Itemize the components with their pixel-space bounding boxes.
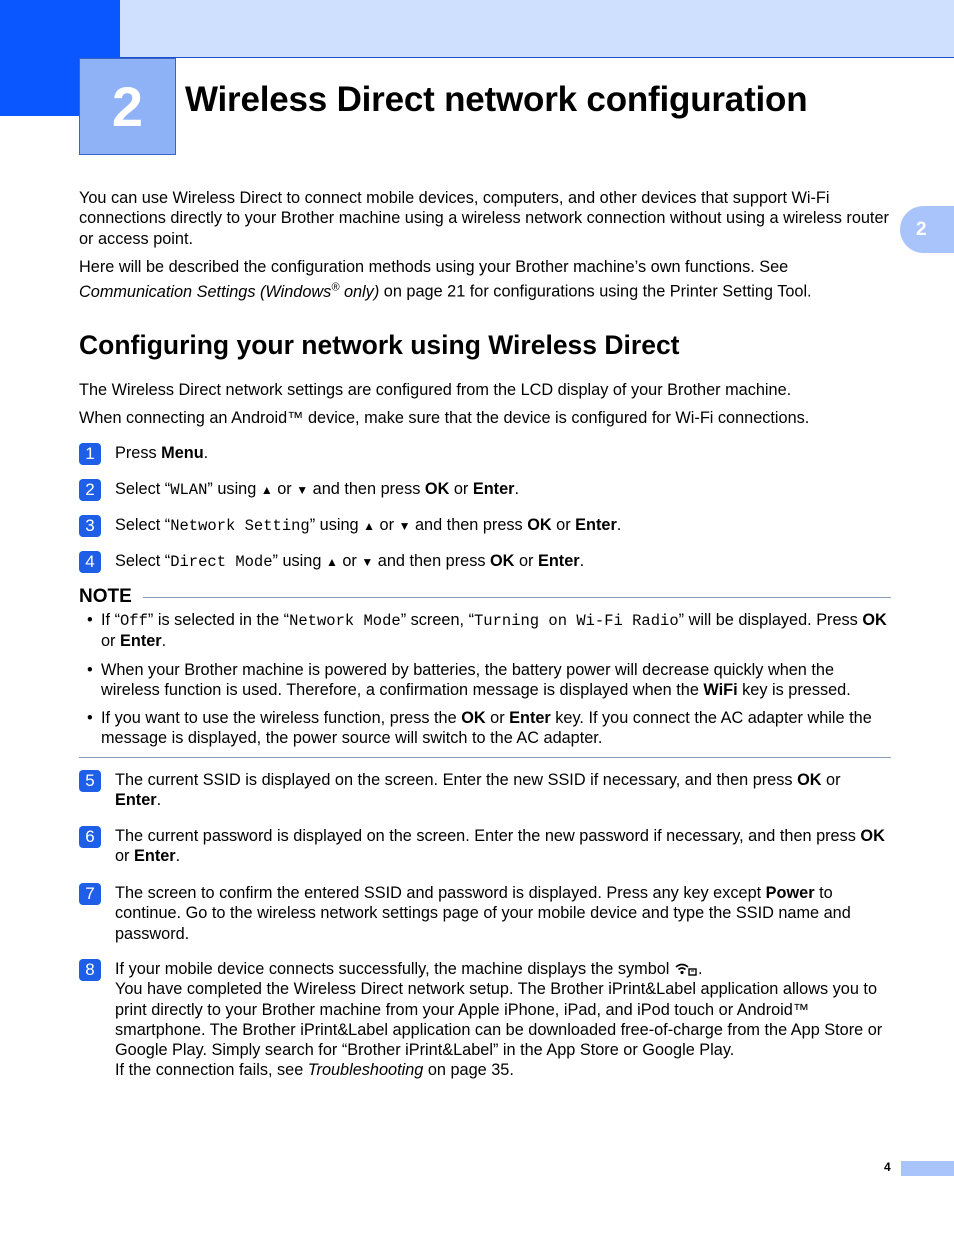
footer-bar [901, 1161, 954, 1176]
step-1 [79, 443, 891, 463]
page-number: 4 [884, 1160, 891, 1174]
step-8 [79, 959, 891, 1081]
step-number-3: 3 [79, 515, 101, 537]
step-4 [79, 551, 891, 572]
step-text: Select “WLAN” using ▲ or ▼ and then press OK or Enter. [115, 480, 520, 499]
step-text: The current SSID is displayed on the screen. Enter the new SSID if necessary, and then press OK or Enter. [115, 771, 841, 810]
up-arrow-icon: ▲ [325, 555, 338, 569]
step-number-8: 8 [79, 959, 101, 981]
note-list [79, 610, 891, 757]
step-number-5: 5 [79, 770, 101, 792]
down-arrow-icon: ▼ [361, 555, 374, 569]
chapter-number-box: 2 [79, 58, 176, 155]
section-title: Configuring your network using Wireless Direct [79, 330, 680, 360]
troubleshooting-link[interactable]: Troubleshooting [307, 1061, 424, 1080]
note-item-1: • If “Off” is selected in the “Network Mode” screen, “Turning on Wi-Fi Radio” will be displayed. Press OK or Enter. [87, 611, 887, 651]
up-arrow-icon: ▲ [260, 483, 273, 497]
chapter-title: Wireless Direct network configuration [185, 80, 808, 119]
step-text: The screen to confirm the entered SSID and password is displayed. Press any key except Power to continue. Go to the wireless network settings page of your mobile device and type the SSID name and password. [115, 884, 851, 943]
note-item-3: • If you want to use the wireless function, press the OK or Enter key. If you connect the AC adapter while the message is displayed, the power source will switch to the AC adapter. [87, 709, 872, 748]
section-paragraph-2: When connecting an Android™ device, make sure that the device is configured for Wi-Fi connections. [79, 409, 810, 428]
intro-section [79, 188, 891, 302]
step-text: The current password is displayed on the screen. Enter the new password if necessary, and then press OK or Enter. [115, 827, 885, 866]
chapter-side-tab[interactable]: 2 [900, 206, 954, 253]
step-text: Select “Direct Mode” using ▲ or ▼ and then press OK or Enter. [115, 552, 585, 571]
step-2 [79, 479, 891, 500]
header-rule [120, 57, 954, 58]
step-text: Select “Network Setting” using ▲ or ▼ and then press OK or Enter. [115, 516, 622, 535]
step-number-6: 6 [79, 826, 101, 848]
note-divider [143, 597, 891, 598]
note-header [79, 586, 891, 608]
step-number-7: 7 [79, 883, 101, 905]
note-title: NOTE [79, 586, 132, 607]
step-text: Press Menu. [115, 444, 209, 462]
step-7 [79, 883, 891, 944]
step-3 [79, 515, 891, 536]
intro-paragraph-2: Here will be described the configuration methods using your Brother machine’s own functions. See Communication Settings (Windows® only) on page 21 for configurations using the Printer Setting Tool. [79, 257, 812, 301]
note-bottom-divider [79, 757, 891, 758]
step-number-4: 4 [79, 551, 101, 573]
step-number-1: 1 [79, 443, 101, 465]
step-text: If your mobile device connects successfully, the machine displays the symbol . You have completed the Wireless Direct network setup. The Brother iPrint&Label application allows you to print directly to your Brother machine from your Apple iPhone, iPad, and iPod touch or Android™ smartphone. The Brother iPrint&Label application can be downloaded free-of-charge from the App Store or Google Play. Simply search for “Brother iPrint&Label” in the App Store or Google Play. If the connection fails, see Troubleshooting on page 35. [115, 960, 883, 1080]
down-arrow-icon: ▼ [398, 519, 411, 533]
section-intro [79, 380, 891, 429]
intro-paragraph-1: You can use Wireless Direct to connect mobile devices, computers, and other devices that support Wi-Fi connections directly to your Brother machine using a wireless network connection without using a wireless router or access point. [79, 189, 889, 248]
down-arrow-icon: ▼ [296, 483, 309, 497]
section-paragraph-1: The Wireless Direct network settings are configured from the LCD display of your Brother machine. [79, 381, 792, 399]
step-5 [79, 770, 891, 811]
up-arrow-icon: ▲ [363, 519, 376, 533]
header-band [0, 0, 954, 58]
note-item-2: • When your Brother machine is powered by batteries, the battery power will decrease quickly when the wireless function is used. Therefore, a confirmation message is displayed when the WiFi key is pressed. [87, 660, 851, 699]
communication-settings-link[interactable]: Communication Settings (Windows® only) [79, 281, 380, 301]
wireless-direct-icon [674, 962, 698, 976]
step-number-2: 2 [79, 479, 101, 501]
step-6 [79, 826, 891, 867]
